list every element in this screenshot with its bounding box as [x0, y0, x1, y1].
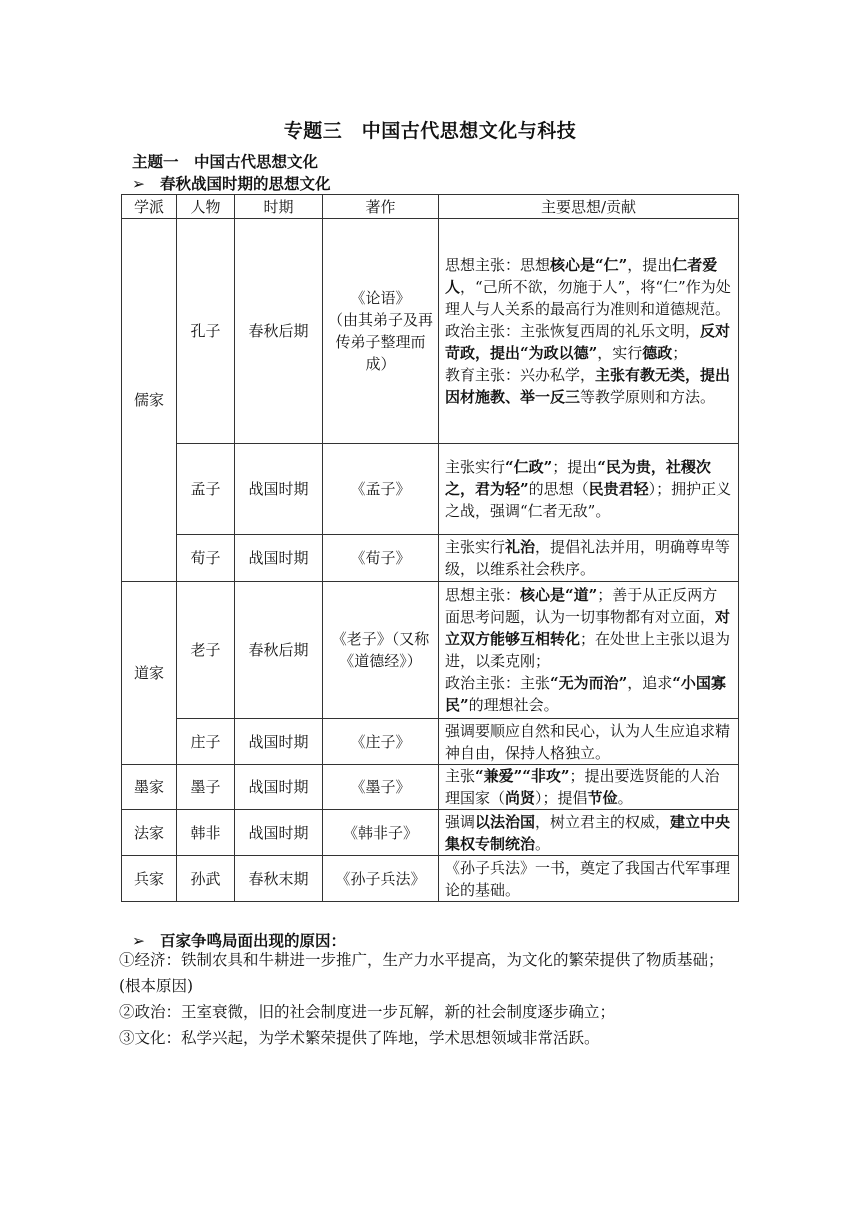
bold-span: “小国寡民” [445, 674, 726, 714]
text-span: ； [672, 344, 688, 362]
reason-item: ③文化：私学兴起，为学术繁荣提供了阵地，学术思想领域非常活跃。 [119, 1029, 600, 1047]
school-cell: 法家 [122, 810, 177, 856]
header-thought: 主要思想/贡献 [439, 195, 739, 219]
person-cell: 墨子 [177, 765, 235, 810]
text-span: ；提出要选贤能的人治理国家（ [445, 767, 720, 807]
person-cell: 孟子 [177, 444, 235, 535]
text-span: ；善于从正反两方面思考问题，认为一切事物都有对立面， [445, 586, 718, 626]
header-period: 时期 [235, 195, 323, 219]
page-title: 专题三 中国古代思想文化与科技 [283, 120, 577, 142]
school-cell: 兵家 [122, 856, 177, 902]
bold-span: 核心是“道” [520, 586, 598, 604]
bold-span: 对立双方能够互相转化 [445, 608, 731, 648]
reasons-list [119, 947, 739, 1051]
bold-span: 主张有教无类，提出因材施教、举一反三 [445, 366, 731, 406]
thought-cell: 强调要顺应自然和民心，认为人生应追求精神自由，保持人格独立。 [439, 719, 739, 765]
text-span: 政治主张：主张恢复西周的礼乐文明， [445, 322, 701, 340]
arrow-bullet-icon: ➢ [132, 932, 145, 950]
table-row [122, 719, 739, 765]
text-span: 等教学原则和方法。 [580, 388, 716, 406]
bold-span: 礼治 [505, 538, 536, 556]
text-span: 思想主张：思想 [445, 256, 551, 274]
work-cell: 《老子》（又称《道德经》） [323, 582, 439, 719]
work-cell: 《墨子》 [323, 765, 439, 810]
reason-item: ②政治：王室衰微，旧的社会制度进一步瓦解，新的社会制度逐步确立； [119, 1003, 616, 1021]
bold-span: 反对苛政，提出“为政以德” [445, 322, 731, 362]
bold-span: 核心是“仁” [550, 256, 628, 274]
text-span: ；在处世上主张以退为进，以柔克刚； [445, 630, 731, 670]
text-span: ）；提倡 [535, 789, 588, 807]
text-span: 主张实行 [445, 458, 506, 476]
bold-span: 建立中央集权专制统治 [445, 812, 731, 853]
person-cell: 老子 [177, 582, 235, 719]
text-span: ，提出 [627, 256, 673, 274]
text-span: ；提出 [552, 458, 598, 476]
bold-span: 尚贤 [505, 789, 536, 807]
arrow-bullet-icon: ➢ [132, 175, 145, 193]
bold-span: 节俭 [587, 789, 618, 807]
work-note: （由其弟子及再传弟子整理而成） [327, 311, 433, 373]
thought-table [121, 194, 739, 902]
header-school: 学派 [122, 195, 177, 219]
thought-cell [439, 810, 739, 856]
period-cell: 战国时期 [235, 444, 323, 535]
thought-cell [439, 219, 739, 444]
period-cell: 战国时期 [235, 719, 323, 765]
bold-span: 民贵君轻 [588, 480, 649, 498]
section-heading-thought [132, 172, 331, 194]
text-span: 强调 [445, 812, 476, 831]
thought-cell [439, 765, 739, 810]
person-cell: 孔子 [177, 219, 235, 444]
table-row [122, 810, 739, 856]
table-row [122, 765, 739, 810]
period-cell: 战国时期 [235, 535, 323, 582]
bold-span: “兼爱”“非攻” [475, 767, 570, 785]
text-span: 思想主张： [445, 586, 521, 604]
work-cell [323, 219, 439, 444]
text-span: ，“己所不欲，勿施于人”，将“仁”作为处理人与人关系的最高行为准则和道德规范。 [445, 278, 731, 318]
bold-span: 以法治国 [475, 812, 536, 831]
bold-span: “民为贵，社稷次之，君为轻” [445, 458, 711, 498]
work-title: 《论语》 [350, 289, 411, 307]
person-cell: 孙武 [177, 856, 235, 902]
text-span: 教育主张：兴办私学， [445, 366, 596, 384]
period-cell: 战国时期 [235, 765, 323, 810]
school-cell: 墨家 [122, 765, 177, 810]
period-cell: 春秋后期 [235, 219, 323, 444]
work-cell: 《荀子》 [323, 535, 439, 582]
header-person: 人物 [177, 195, 235, 219]
table-header-row [122, 195, 739, 219]
text-span: 的理想社会。 [468, 696, 559, 714]
section-heading-label: 春秋战国时期的思想文化 [160, 175, 331, 193]
header-work: 著作 [323, 195, 439, 219]
thought-cell [439, 535, 739, 582]
table-row [122, 444, 739, 535]
bold-span: “仁政” [505, 458, 553, 476]
table-row [122, 856, 739, 902]
text-span: 。 [617, 789, 633, 807]
thought-cell [439, 582, 739, 719]
table-row [122, 219, 739, 444]
text-span: ）；拥护正义之战，强调“仁者无敌”。 [445, 480, 732, 520]
section-heading-label: 百家争鸣局面出现的原因： [160, 932, 347, 950]
bold-span: 仁者爱人 [445, 256, 718, 296]
text-span: ，实行 [597, 344, 643, 362]
school-cell: 道家 [122, 582, 177, 765]
topic-heading: 主题一 中国古代思想文化 [132, 153, 319, 171]
work-cell: 《孟子》 [323, 444, 439, 535]
text-span: ，树立君主的权威， [535, 812, 671, 831]
thought-cell: 《孙子兵法》一书，奠定了我国古代军事理论的基础。 [439, 856, 739, 902]
work-cell: 《韩非子》 [323, 810, 439, 856]
person-cell: 荀子 [177, 535, 235, 582]
text-span: 主张 [445, 767, 476, 785]
person-cell: 韩非 [177, 810, 235, 856]
period-cell: 战国时期 [235, 810, 323, 856]
person-cell: 庄子 [177, 719, 235, 765]
text-span: ，追求 [627, 674, 673, 692]
text-span: ，提倡礼法并用，明确尊卑等级，以维系社会秩序。 [445, 538, 731, 578]
work-cell: 《孙子兵法》 [323, 856, 439, 902]
bold-span: “无为而治” [550, 674, 628, 692]
text-span: 主张实行 [445, 538, 506, 556]
text-span: 。 [535, 834, 551, 853]
table-row [122, 535, 739, 582]
period-cell: 春秋后期 [235, 582, 323, 719]
thought-cell [439, 444, 739, 535]
school-cell: 儒家 [122, 219, 177, 582]
text-span: 的思想（ [528, 480, 589, 498]
reason-item: ①经济：铁制农具和牛耕进一步推广，生产力水平提高，为文化的繁荣提供了物质基础；(根本原因) [119, 951, 724, 995]
table-row [122, 582, 739, 719]
period-cell: 春秋末期 [235, 856, 323, 902]
text-span: 政治主张：主张 [445, 674, 551, 692]
work-cell: 《庄子》 [323, 719, 439, 765]
bold-span: 德政 [642, 344, 673, 362]
